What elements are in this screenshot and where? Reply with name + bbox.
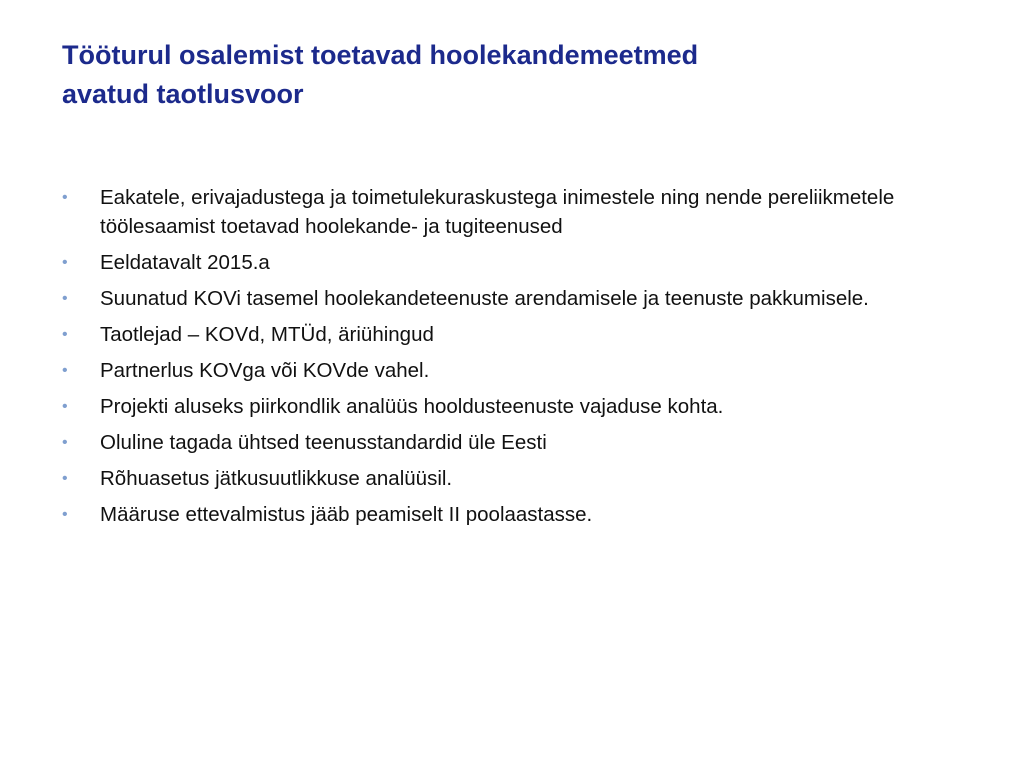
bullet-item <box>62 356 942 385</box>
bullet-dot-icon: • <box>62 470 68 487</box>
bullet-item <box>62 464 942 493</box>
bullet-text: Eeldatavalt 2015.a <box>100 251 270 274</box>
bullet-item <box>62 248 942 277</box>
bullet-text: Suunatud KOVi tasemel hoolekandeteenuste arendamisele ja teenuste pakkumisele. <box>100 287 869 310</box>
bullet-item <box>62 320 942 349</box>
bullet-dot-icon: • <box>62 362 68 379</box>
bullet-dot-icon: • <box>62 434 68 451</box>
bullet-item <box>62 183 942 241</box>
slide-title-line-2: avatud taotlusvoor <box>62 79 304 109</box>
bullet-dot-icon: • <box>62 506 68 523</box>
bullet-text: Rõhuasetus jätkusuutlikkuse analüüsil. <box>100 467 453 490</box>
bullet-dot-icon: • <box>62 189 68 206</box>
bullet-text: Projekti aluseks piirkondlik analüüs hooldusteenuste vajaduse kohta. <box>100 395 724 418</box>
bullet-dot-icon: • <box>62 290 68 307</box>
bullet-text: Partnerlus KOVga või KOVde vahel. <box>100 359 430 382</box>
slide-title <box>62 36 962 114</box>
bullet-dot-icon: • <box>62 254 68 271</box>
bullet-item <box>62 500 942 529</box>
bullet-text: Määruse ettevalmistus jääb peamiselt II poolaastasse. <box>100 503 593 526</box>
bullet-item <box>62 428 942 457</box>
bullet-list <box>62 183 942 536</box>
slide-title-line-1: Tööturul osalemist toetavad hoolekandemeetmed <box>62 40 699 70</box>
bullet-dot-icon: • <box>62 398 68 415</box>
bullet-text: Eakatele, erivajadustega ja toimetulekuraskustega inimestele ning nende pereliikmetele töölesaamist toetavad hoolekande- ja tugiteenused <box>100 186 895 238</box>
bullet-dot-icon: • <box>62 326 68 343</box>
bullet-item <box>62 284 942 313</box>
bullet-text: Taotlejad – KOVd, MTÜd, äriühingud <box>100 323 434 346</box>
bullet-item <box>62 392 942 421</box>
bullet-text: Oluline tagada ühtsed teenusstandardid üle Eesti <box>100 431 547 454</box>
